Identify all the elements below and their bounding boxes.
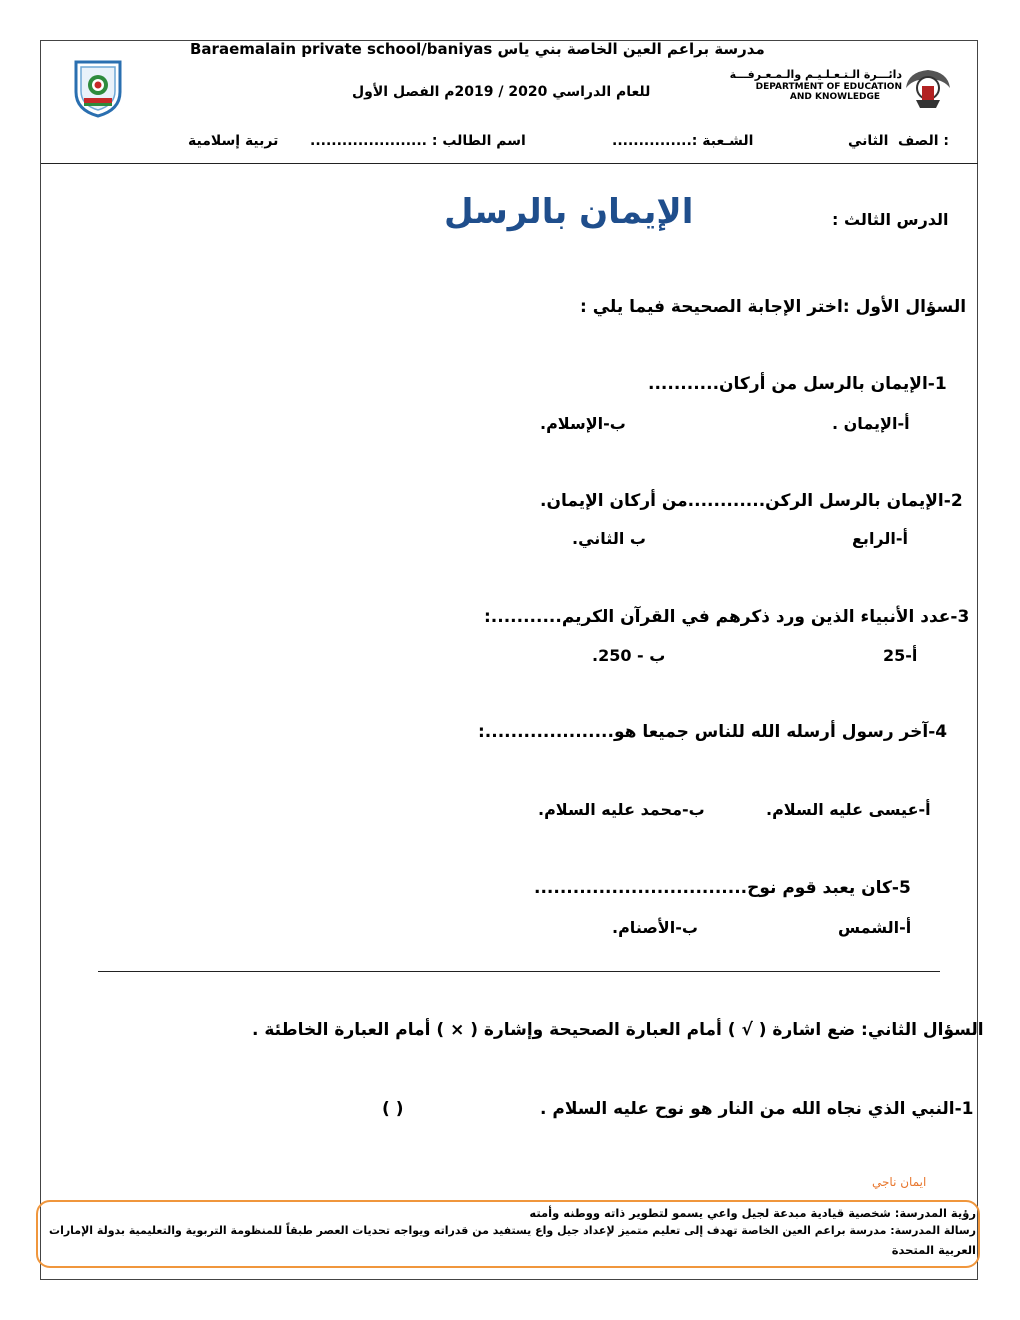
school-name-en: Baraemalain private school/baniyas	[190, 40, 493, 58]
section-field: الشـعبة :...............	[612, 133, 754, 149]
dept-name-ar: دائـــرة الـتـعـلـيـم والـمـعـرفـــة	[729, 68, 902, 81]
dept-name-en-1: DEPARTMENT OF EDUCATION	[755, 82, 902, 92]
school-mission: رسالة المدرسة: مدرسة براعم العين الخاصة تهدف إلى تعليم متميز لإعداد جيل واع يستفيد من قدراته ويواجه تحديات العصر طبقاً للمنظومة التربوية والتعليمية بدولة الإمارات	[49, 1224, 976, 1237]
q2-item1-answer-blank[interactable]: ( )	[382, 1099, 404, 1119]
lesson-label: الدرس الثالث :	[832, 210, 949, 229]
q1-item4-stem: 4-آخر رسول أرسله الله للناس جميعا هو....................:	[478, 722, 948, 742]
grade-value: الثاني	[848, 133, 889, 149]
q1-item1-option-a: أ-الإيمان .	[832, 414, 910, 433]
student-name-field: اسم الطالب : ......................	[310, 133, 526, 149]
school-name-line	[190, 40, 765, 58]
question2-heading: السؤال الثاني: ضع اشارة ( √ ) أمام العبارة الصحيحة وإشارة ( × ) أمام العبارة الخاطئة .	[252, 1020, 984, 1040]
question1-heading: السؤال الأول :اختر الإجابة الصحيحة فيما يلي :	[580, 297, 967, 317]
grade-label: الصف :	[898, 133, 950, 149]
emirate-emblem-icon	[902, 64, 954, 112]
school-name-ar: مدرسة براعم العين الخاصة بني ياس	[497, 40, 765, 58]
academic-year: للعام الدراسي 2020 / 2019م الفصل الأول	[352, 84, 651, 100]
q1-item3-option-a: أ-25	[883, 646, 918, 665]
subject-label: تربية إسلامية	[188, 133, 279, 149]
q1-item1-option-b: ب-الإسلام.	[540, 414, 626, 433]
q2-item1-stem: 1-النبي الذي نجاه الله من النار هو نوح عليه السلام .	[540, 1099, 974, 1119]
dept-name-en-2: AND KNOWLEDGE	[789, 92, 880, 102]
teacher-name: ايمان ناجي	[872, 1175, 927, 1189]
q1-item3-option-b: ب - 250.	[592, 646, 666, 665]
q1-item1-stem: 1-الإيمان بالرسل من أركان...........	[648, 374, 947, 394]
school-vision: رؤية المدرسة: شخصية قيادية مبدعة لجيل واعي يسمو لتطوير ذاته ووطنه وأمته	[529, 1206, 976, 1220]
q1-item4-option-a: أ-عيسى عليه السلام.	[766, 800, 931, 819]
q1-item5-option-a: أ-الشمس	[838, 918, 912, 937]
q1-item4-option-b: ب-محمد عليه السلام.	[538, 800, 705, 819]
q1-item5-stem: 5-كان يعبد قوم نوح.................................	[534, 878, 911, 898]
school-logo	[70, 58, 126, 118]
q1-item2-stem: 2-الإيمان بالرسل الركن............من أركان الإيمان.	[540, 491, 963, 511]
q1-item2-option-a: أ-الرابع	[852, 529, 908, 548]
department-logo-text	[712, 68, 902, 104]
grade-field	[848, 133, 888, 149]
q1-item5-option-b: ب-الأصنام.	[612, 918, 698, 937]
lesson-title: الإيمان بالرسل	[444, 192, 694, 232]
section-divider	[98, 971, 940, 972]
q1-item3-stem: 3-عدد الأنبياء الذين ورد ذكرهم في القرآن الكريم...........:	[484, 607, 970, 627]
header-divider	[41, 163, 978, 164]
q1-item2-option-b: ب الثاني.	[572, 529, 646, 548]
school-mission-cont: العربية المتحدة	[891, 1243, 976, 1257]
